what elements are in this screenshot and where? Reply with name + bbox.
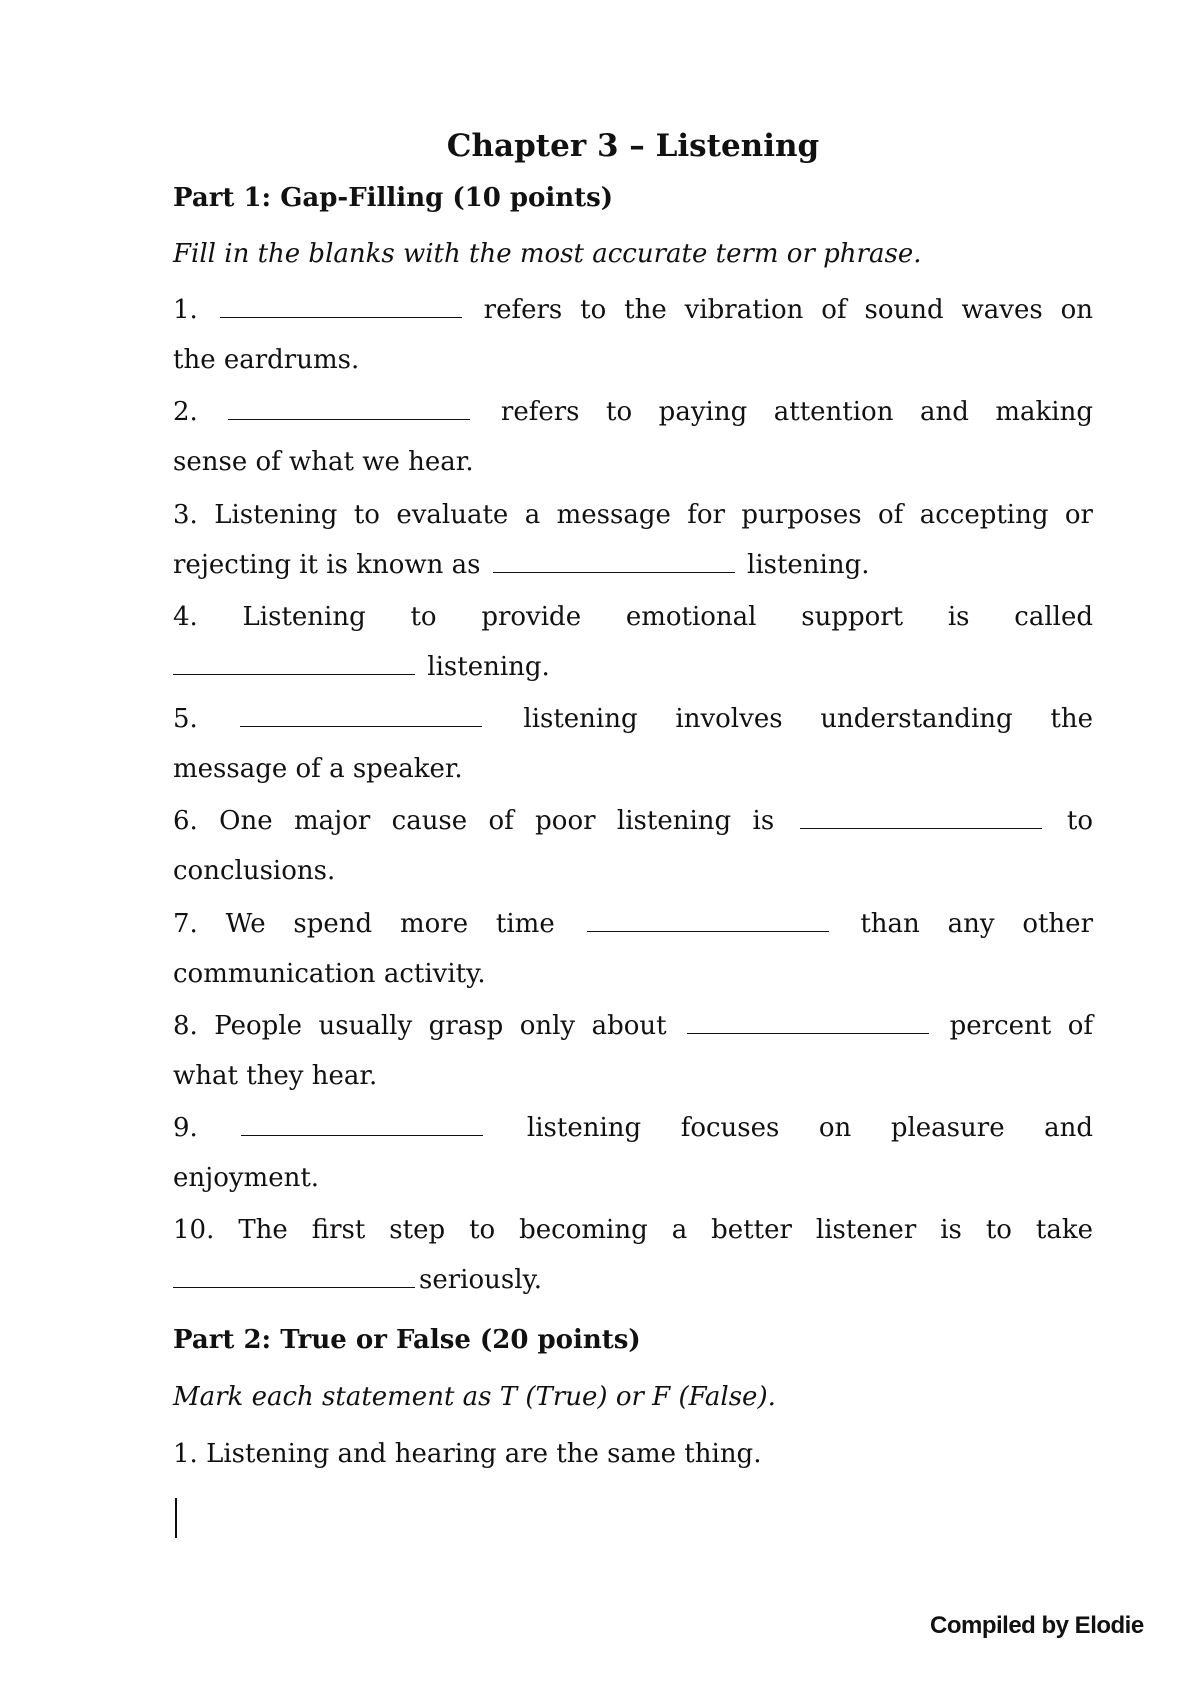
part2-heading: Part 2: True or False (20 points) [173, 1325, 641, 1355]
answer-blank[interactable] [220, 291, 462, 318]
part1-heading: Part 1: Gap-Filling (10 points) [173, 183, 614, 213]
answer-blank[interactable] [241, 1109, 483, 1136]
gap-item-10: 10. The first step to becoming a better listener is to take seriously. [173, 1215, 1093, 1295]
true-false-item-1: 1. Listening and hearing are the same thing. [173, 1439, 762, 1469]
gap-item-9: 9. listening focuses on pleasure and enjoyment. [173, 1103, 1093, 1203]
answer-blank[interactable] [173, 1261, 415, 1288]
answer-blank[interactable] [173, 648, 415, 675]
answer-blank[interactable] [687, 1007, 929, 1034]
part2-instruction: Mark each statement as T (True) or F (False). [173, 1382, 776, 1412]
gap-item-1: 1. refers to the vibration of sound waves on the eardrums. [173, 285, 1093, 385]
answer-blank[interactable] [228, 393, 470, 420]
gap-item-5: 5. listening involves understanding the message of a speaker. [173, 694, 1093, 794]
gap-item-8: 8. People usually grasp only about percent of what they hear. [173, 1001, 1093, 1101]
gap-item-6: 6. One major cause of poor listening is to conclusions. [173, 796, 1093, 896]
footer-credit: Compiled by Elodie [930, 1612, 1144, 1639]
page-title: Chapter 3 – Listening [446, 128, 820, 164]
gap-item-2: 2. refers to paying attention and making sense of what we hear. [173, 387, 1093, 487]
gap-item-7: 7. We spend more time than any other communication activity. [173, 899, 1093, 999]
gap-item-4: 4. Listening to provide emotional support is called listening. [173, 602, 1093, 682]
answer-blank[interactable] [800, 802, 1042, 829]
text-cursor-icon [174, 1498, 178, 1538]
answer-blank[interactable] [587, 905, 829, 932]
answer-blank[interactable] [493, 546, 735, 573]
gap-item-3: 3. Listening to evaluate a message for purposes of accepting or rejecting it is known as listening. [173, 500, 1093, 580]
part1-instruction: Fill in the blanks with the most accurate term or phrase. [173, 239, 922, 269]
answer-blank[interactable] [240, 700, 482, 727]
